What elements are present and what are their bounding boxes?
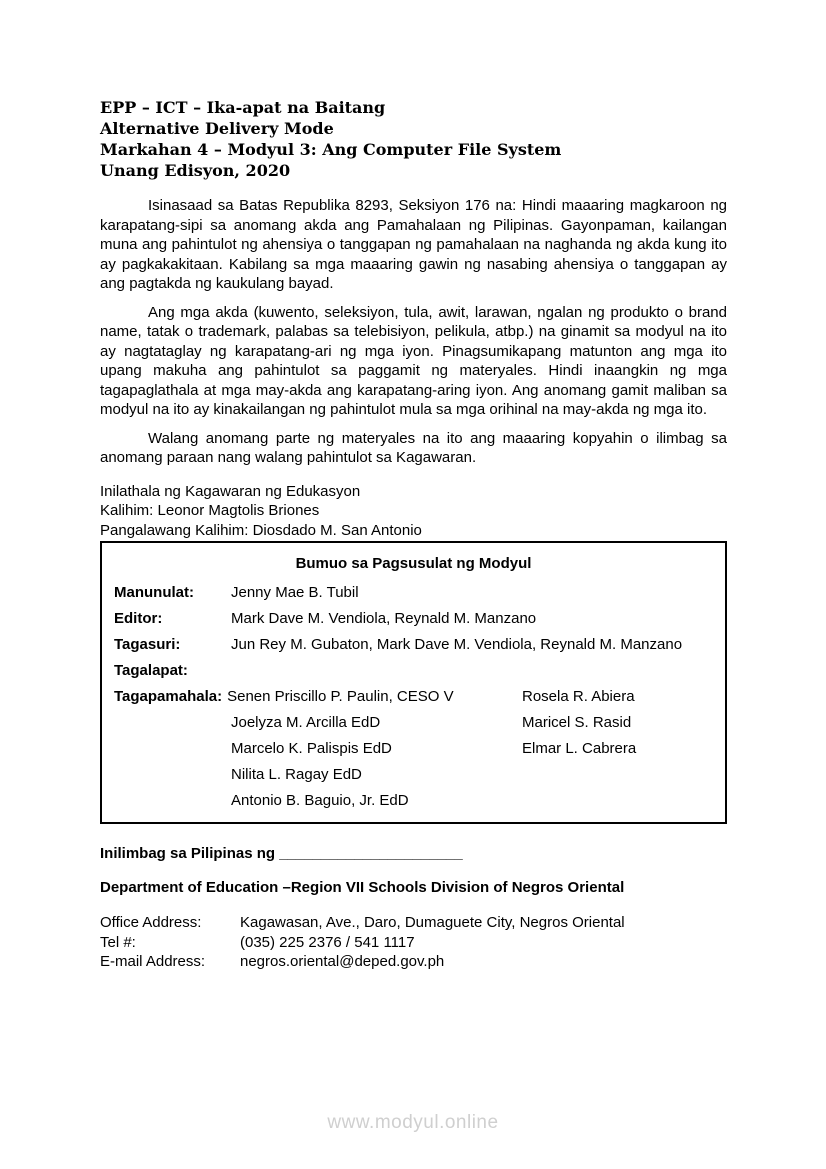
contact-row-email: [100, 952, 727, 972]
site-watermark: www.modyul.online: [327, 1112, 499, 1133]
secretary-line: Kalihim: Leonor Magtolis Briones: [100, 502, 320, 519]
copyright-paragraph-2: Ang mga akda (kuwento, seleksiyon, tula, awit, larawan, ngalan ng produkto o brand name, tatak o trademark, palabas sa telebisiyon, pelikula, atbp.) na ginamit sa modyul na ito ay nagtataglay ng karapatang-ari ng mga iyon. Pinagsumikapang matunton ang mga ito upang makuha ang pahintulot sa paggamit ng materyales. Hindi inaangkin ng mga tagapaglathala at mga may-akda ang karapatang-aring iyon. Ang anomang gamit maliban sa modyul na ito ay kinakailangan ng pahintulot mula sa mga orihinal na may-akda ng mga ito.: [100, 303, 727, 418]
page-content: [100, 0, 727, 972]
credits-row-tagapamahala: [114, 684, 713, 814]
module-delivery-mode-line: Alternative Delivery Mode: [100, 119, 334, 138]
management-name: Antonio B. Baguio, Jr. EdD: [231, 792, 409, 809]
contact-value: negros.oriental@deped.gov.ph: [240, 953, 445, 970]
undersecretary-line: Pangalawang Kalihim: Diosdado M. San Antonio: [100, 521, 422, 539]
contact-row-telephone: [100, 933, 727, 953]
management-name: Elmar L. Cabrera: [522, 740, 637, 757]
module-title-line: Markahan 4 – Modyul 3: Ang Computer File System: [100, 140, 562, 159]
management-name: Joelyza M. Arcilla EdD: [231, 714, 381, 731]
credit-value: Jun Rey M. Gubaton, Mark Dave M. Vendiola, Reynald M. Manzano: [231, 636, 683, 653]
copyright-paragraph-3: Walang anomang parte ng materyales na ito ang maaaring kopyahin o ilimbag sa anomang paraan nang walang pahintulot sa Kagawaran.: [100, 429, 727, 466]
credits-row-editor: [114, 606, 713, 632]
management-name: Marcelo K. Palispis EdD: [231, 740, 392, 757]
credits-row-tagasuri: [114, 632, 713, 658]
credit-label: Editor:: [114, 610, 163, 627]
management-name: Rosela R. Abiera: [522, 688, 635, 705]
credits-box-title: Bumuo sa Pagsusulat ng Modyul: [295, 555, 532, 572]
credit-value: Jenny Mae B. Tubil: [231, 584, 359, 601]
credits-row-manunulat: [114, 580, 713, 606]
credits-row-tagalapat: [114, 658, 713, 684]
management-name: Nilita L. Ragay EdD: [231, 766, 362, 783]
management-name: Senen Priscillo P. Paulin, CESO V: [227, 688, 454, 705]
printed-in-blank: ______________________: [279, 845, 463, 862]
contact-label: Tel #:: [100, 933, 136, 951]
copyright-paragraph-1: Isinasaad sa Batas Republika 8293, Seksiyon 176 na: Hindi maaaring magkaroon ng karapatang-sipi sa anomang akda ang Pamahalaan ng Pilipinas. Gayonpaman, kailangan muna ang pahintulot ng ahensiya o tanggapan ng pamahalaan na naghanda ng akda kung ito ay pagkakakitaan. Kabilang sa mga maaaring gawin ng nasabing ahensiya o tanggapan ay ang pagtakda ng kaukulang bayad.: [100, 197, 727, 292]
credit-label: Tagalapat:: [114, 662, 188, 679]
publisher-block: [100, 482, 727, 541]
contact-value: Kagawasan, Ave., Daro, Dumaguete City, Negros Oriental: [240, 914, 625, 931]
credit-label: Manunulat:: [114, 584, 194, 601]
credits-box: [100, 541, 727, 824]
contact-label: E-mail Address:: [100, 953, 206, 970]
module-header: [100, 97, 727, 181]
credit-value: Mark Dave M. Vendiola, Reynald M. Manzano: [231, 610, 537, 627]
contact-block: [100, 913, 727, 972]
contact-row-office-address: [100, 913, 727, 933]
module-edition-line: Unang Edisyon, 2020: [100, 161, 291, 180]
printed-in-label: Inilimbag sa Pilipinas ng: [100, 845, 280, 862]
management-right-column: [522, 684, 636, 762]
management-name: Maricel S. Rasid: [522, 714, 632, 731]
credit-label: Tagasuri:: [114, 636, 181, 653]
credit-value: [231, 658, 713, 684]
division-title: Department of Education –Region VII Schools Division of Negros Oriental: [100, 878, 625, 896]
contact-label: Office Address:: [100, 914, 202, 931]
contact-value: (035) 225 2376 / 541 1117: [240, 933, 415, 951]
publisher-line: Inilathala ng Kagawaran ng Edukasyon: [100, 482, 361, 500]
printed-in-line: [100, 844, 727, 864]
module-subject-line: EPP – ICT – Ika-apat na Baitang: [100, 98, 386, 117]
credit-label: Tagapamahala:: [114, 688, 223, 705]
